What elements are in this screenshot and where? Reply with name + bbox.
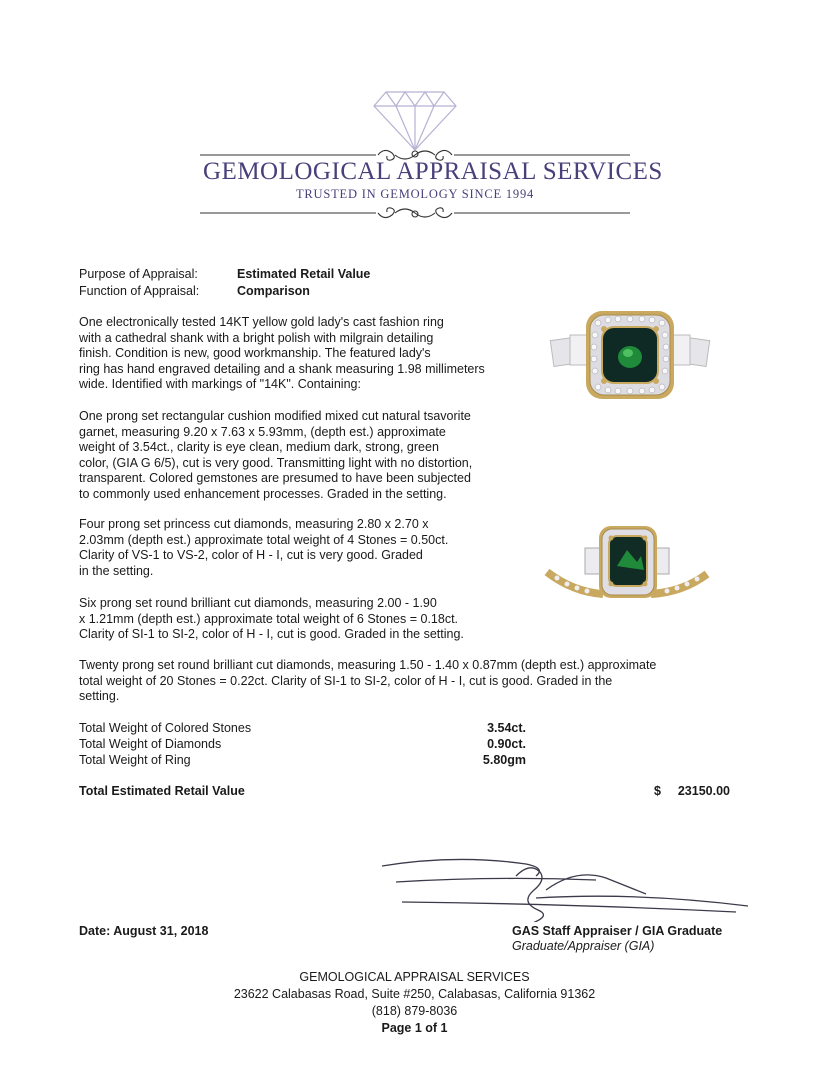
diamond-logo-icon <box>372 88 458 152</box>
ring-photo-angle <box>543 522 711 612</box>
text-line: Twenty prong set round brilliant cut diamonds, measuring 1.50 - 1.40 x 0.87mm (depth est.) approximate <box>79 658 657 672</box>
text-line: Clarity of VS-1 to VS-2, color of H - I, cut is very good. Graded <box>79 548 423 563</box>
footer-address: 23622 Calabasas Road, Suite #250, Calabasas, California 91362 <box>233 987 596 1001</box>
total-diamonds-value: 0.90ct. <box>487 737 526 751</box>
text-line: Six prong set round brilliant cut diamonds, measuring 2.00 - 1.90 <box>79 596 437 610</box>
ring-photo-front <box>548 305 712 405</box>
text-line: Clarity of SI-1 to SI-2, color of H - I, cut is good. Graded in the setting. <box>79 627 464 642</box>
text-line: One prong set rectangular cushion modified mixed cut natural tsavorite <box>79 409 471 423</box>
text-line: garnet, measuring 9.20 x 7.63 x 5.93mm, (depth est.) approximate <box>79 424 446 439</box>
footer-phone: (818) 879-8036 <box>371 1004 458 1018</box>
function-value: Comparison <box>237 284 310 298</box>
description-paragraph-4 <box>79 596 464 643</box>
text-line: with a cathedral shank with a bright polish with milgrain detailing <box>79 330 434 345</box>
text-line: ring has hand engraved detailing and a shank measuring 1.98 millimeters <box>79 361 485 376</box>
retail-value-label: Total Estimated Retail Value <box>79 784 245 798</box>
total-ring-label: Total Weight of Ring <box>79 753 191 767</box>
signature-icon <box>376 852 756 922</box>
text-line: transparent. Colored gemstones are presumed to have been subjected <box>79 471 471 486</box>
retail-currency: $ <box>654 784 661 798</box>
company-tagline: TRUSTED IN GEMOLOGY SINCE 1994 <box>295 187 535 201</box>
description-paragraph-5 <box>79 658 656 705</box>
description-paragraph-3 <box>79 517 448 579</box>
text-line: wide. Identified with markings of "14K". Containing: <box>79 377 361 392</box>
text-line: Four prong set princess cut diamonds, measuring 2.80 x 2.70 x <box>79 517 429 531</box>
text-line: total weight of 20 Stones = 0.22ct. Clarity of SI-1 to SI-2, color of H - I, cut is good. Graded in the <box>79 673 613 688</box>
text-line: color, (GIA G 6/5), cut is very good. Transmitting light with no distortion, <box>79 455 473 470</box>
text-line: in the setting. <box>79 563 154 578</box>
footer-company: GEMOLOGICAL APPRAISAL SERVICES <box>299 970 530 984</box>
date-text: Date: August 31, 2018 <box>79 924 209 938</box>
text-line: One electronically tested 14KT yellow gold lady's cast fashion ring <box>79 315 444 329</box>
appraiser-title: GAS Staff Appraiser / GIA Graduate <box>512 924 723 938</box>
total-ring-value: 5.80gm <box>482 753 526 767</box>
total-colored-value: 3.54ct. <box>487 721 526 735</box>
text-line: weight of 3.54ct., clarity is eye clean, medium dark, strong, green <box>79 440 439 455</box>
purpose-value: Estimated Retail Value <box>237 267 371 281</box>
page-number: Page 1 of 1 <box>381 1021 448 1035</box>
retail-value: 23150.00 <box>677 784 730 798</box>
text-line: x 1.21mm (depth est.) approximate total weight of 6 Stones = 0.18ct. <box>79 611 459 626</box>
description-paragraph-1 <box>79 315 485 393</box>
purpose-label: Purpose of Appraisal: <box>79 267 198 281</box>
text-line: 2.03mm (depth est.) approximate total weight of 4 Stones = 0.50ct. <box>79 532 449 547</box>
function-label: Function of Appraisal: <box>79 284 200 298</box>
description-paragraph-2 <box>79 409 472 503</box>
text-line: setting. <box>79 689 120 704</box>
ornament-bottom-icon <box>200 202 630 224</box>
appraiser-subtitle: Graduate/Appraiser (GIA) <box>512 939 655 953</box>
company-name: GEMOLOGICAL APPRAISAL SERVICES <box>203 158 663 185</box>
text-line: finish. Condition is new, good workmanship. The featured lady's <box>79 346 431 361</box>
total-colored-label: Total Weight of Colored Stones <box>79 721 252 735</box>
total-diamonds-label: Total Weight of Diamonds <box>79 737 222 751</box>
text-line: to commonly used enhancement processes. Graded in the setting. <box>79 486 447 501</box>
